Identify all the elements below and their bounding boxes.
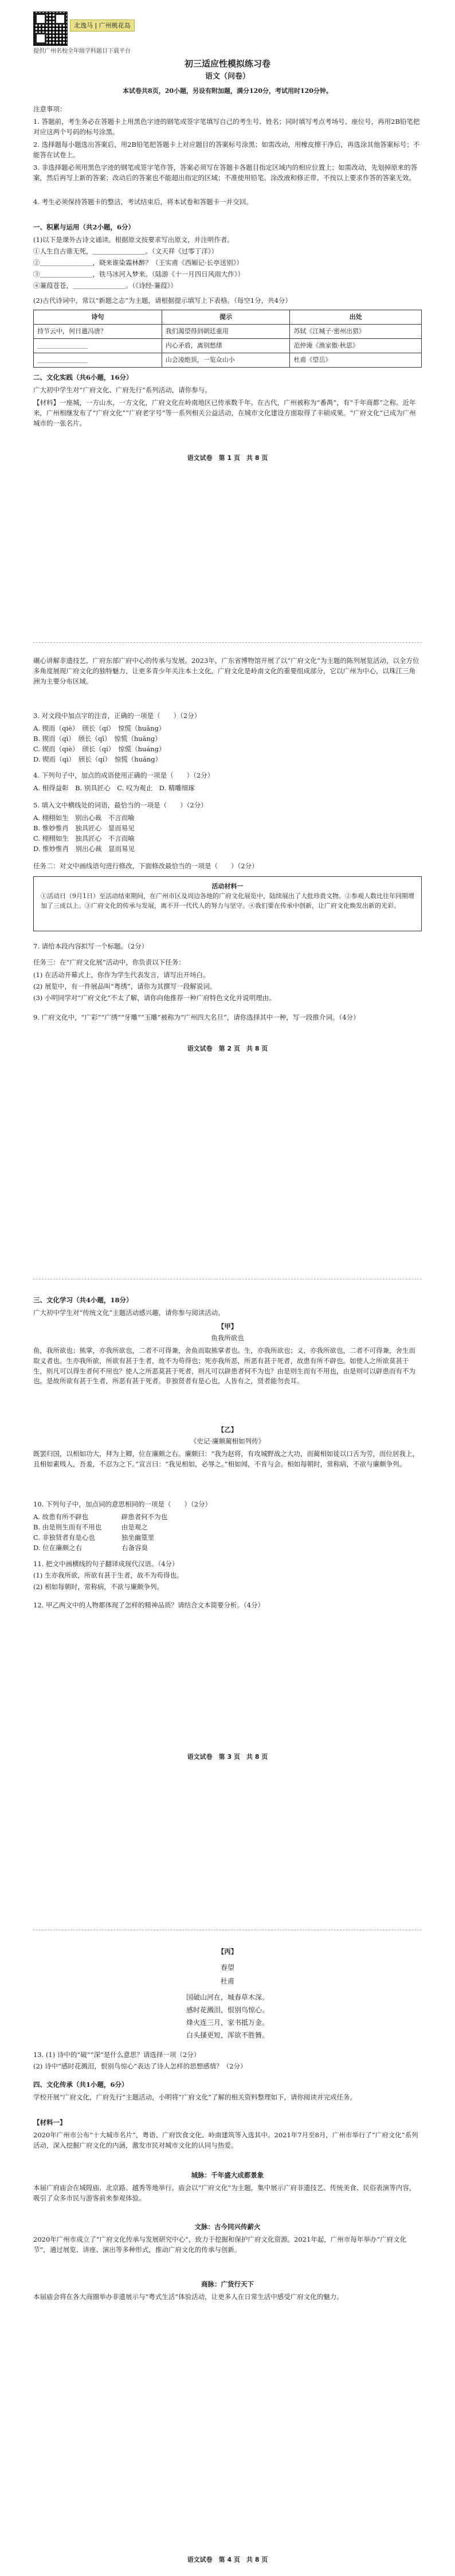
page-divider (33, 642, 422, 643)
notice-4: 4. 考生必须保持答题卡的整洁，考试结束后，将本试卷和答题卡一并交回。 (33, 198, 253, 206)
q1-line: ③＿＿＿＿＿＿＿＿，铁马冰河入梦来。（陆游《十一月四日风雨大作》） (33, 270, 244, 278)
section-3-title: 三、文化学习（共4小题，18分） (33, 1296, 133, 1304)
paragraph: 学校开展“广府文化，广府先行”主题活动，小明将“广府文化”了解的相关资料整理如下，请你阅读并完成任务。 (33, 2093, 357, 2101)
option: D. 惟妙惟肖 别出心裁 显而易见 (33, 845, 135, 853)
q8-line: (2) 展览中，有一件展品叫“粤绣”，请你为其撰写一段解说词。 (33, 982, 217, 990)
subsection-title: 文脉：古今同兴传薪火 (194, 2223, 261, 2231)
q12: 12. 甲乙两文中的人物都体现了怎样的精神品质？请结合文本简要分析。（4分） (33, 1601, 265, 1609)
qr-code (33, 11, 68, 46)
page-2 (0, 648, 455, 1279)
poem-line: 烽火连三月，家书抵万金。 (186, 2019, 269, 2027)
paragraph: 本届广府庙会在城隍庙、北京路、越秀等地举行。庙会以“广府文化”为主题，集中展示广府非遗技艺、传统美食、民俗表演等内容，吸引了众多市民与游客前来参观体验。 (33, 2184, 416, 2202)
q13b: (2) 诗中“感时花溅泪，恨别鸟惊心”表达了诗人怎样的思想感情？（2分） (33, 2062, 247, 2070)
q4: 4. 下列句子中，加点的成语使用正确的一项是（ ）（2分） (33, 771, 214, 779)
page-footer: 语文试卷 第 2 页 共 8 页 (187, 1045, 268, 1052)
q6: 任务二：对文中画线语句进行修改，下面修改最恰当的一项是（ ）（2分） (33, 862, 258, 870)
q1-line: ②＿＿＿＿＿＿＿＿，晓来谁染霜林醉？（王实甫《西厢记·长亭送别》） (33, 259, 243, 267)
page-footer: 语文试卷 第 4 页 共 8 页 (187, 2556, 268, 2563)
poem-line: 白头搔更短，浑欲不胜簪。 (186, 2031, 269, 2039)
table-row: 持节云中，何日遣冯唐？ 我们渴望得到朝廷重用 苏轼《江城子·密州出猎》 (34, 325, 422, 339)
text-jia-label: 【甲】 (217, 1322, 238, 1330)
q11-line: (1) 生亦我所欲，所欲有甚于生者，故不为苟得也。 (33, 1571, 183, 1579)
option: A. 相得益彰 B. 别具匠心 C. 叹为观止 D. 精雕细琢 (33, 784, 195, 792)
option: A. 锲而（qiè） 颀长（qí） 惊慌（huāng） (33, 724, 166, 732)
poem-title: 春望 (220, 1964, 234, 1972)
subsection-title: 城脉：千年盛大成都景象 (191, 2171, 264, 2179)
option: C. 非独贤者有是心也 独坐幽篁里 (33, 1533, 155, 1541)
section-1-title: 一、积累与运用（共2小题，6分） (33, 223, 135, 231)
poem-line: 国破山河在，城春草木深。 (186, 1993, 269, 2001)
paragraph: 2020年广州市公布“十大城市名片”，粤语、广府饮食文化、岭南建筑等入选其中。2021年7月至8月，广州市举行了“广府文化”系列活动，深入挖掘广府文化的内涵，激发市民对城市文化的认同与热爱。 (33, 2131, 418, 2149)
source-note: 提供广州名校全年级学科题目下载平台 (33, 48, 131, 54)
option: C. 栩栩如生 独具匠心 不言而喻 (33, 834, 135, 842)
q11-line: (2) 相如每朝时，常称病，不欲与廉颇争列。 (33, 1583, 163, 1591)
q10: 10. 下列句子中，加点词的意思相同的一项是（ ）（2分） (33, 1500, 212, 1508)
paragraph: 碾心讲解非遗技艺，广府东部广府中心的传承与发展。2023年，广东省博物馆开展了以“广府文化”为主题的陈列展览活动，以全方位多角度展现广府文化的独特魅力，让更多青少年关注本土文化。广府文化是岭南文化的重要组成部分，它以广州为中心，以珠江三角洲为主要分布区域。 (33, 657, 419, 685)
option: B. 惟妙惟肖 独具匠心 显而易见 (33, 824, 135, 832)
q1-line: ④蒹葭苍苍，＿＿＿＿＿＿＿＿。（《诗经·蒹葭》） (33, 282, 177, 290)
text-yi-title: 《史记·廉颇蔺相如列传》 (190, 1437, 265, 1445)
text-jia-body: 鱼，我所欲也；熊掌，亦我所欲也，二者不可得兼，舍鱼而取熊掌者也。生，亦我所欲也；义，亦我所欲也，二者不可得兼，舍生而取义者也。生亦我所欲，所欲有甚于生者，故不为苟得也；死亦我所恶，所恶有甚于死者，故患有所不辟也。如使人之所欲莫甚于生，则凡可以得生者何不用也？使人之所恶莫甚于死者，则凡可以辟患者何不为也？由是则生而有不用也，由是则可以辟患而有不为也。是故所欲有甚于生者，所恶有甚于死者。非独贤者有是心也，人皆有之，贤者能勿丧耳。 (33, 1346, 415, 1385)
q3: 3. 对文段中加点字的注音，正确的一项是（ ）（2分） (33, 712, 201, 720)
table-header: 诗句 (34, 310, 162, 325)
option: A. 栩栩如生 别出心裁 不言而喻 (33, 814, 135, 822)
paragraph: 2020年广州市成立了“广府文化传承与发展研究中心”，致力于挖掘和保护广府文化资源。2021年起，广州市每年举办“广府文化节”，通过展览、讲座、演出等多种形式，推动广府文化的传承与创新。 (33, 2235, 407, 2254)
q7: 7. 请给本段内容拟写一个标题。（2分） (33, 942, 148, 950)
paragraph: 【材料】一座城，一方山水，一方文化，广府文化在岭南地区已传承数千年。在古代，广州被称为“番禺”，有“千年商都”之称。近年来，广州相继发布了“广府文化”“广府老字号”等一系列相关公益活动，在城市文化建设方面取得了丰硕成果。“广府文化”已成为广州城市的一张名片。 (33, 399, 416, 427)
material-1-title: 【材料一】 (33, 2118, 66, 2126)
q8-line: (3) 小明同学对“广府文化”不太了解，请你向他推荐一种广府特色文化并说明理由。 (33, 994, 276, 1002)
q1-line: ①人生自古谁无死，＿＿＿＿＿＿＿＿。（文天祥《过零丁洋》） (33, 247, 218, 255)
table-header: 提示 (162, 310, 290, 325)
section-4-title: 四、文化传承（共1小题，6分） (33, 2081, 128, 2089)
table-row: ＿＿＿＿＿＿＿＿ 内心矛盾，离别愁绪 范仲淹《渔家傲·秋思》 (34, 339, 422, 353)
paragraph: 本届庙会将在各大商圈举办非遗展示与“粤式生活”体验活动，让更多人在日常生活中感受广府文化的魅力。 (33, 2293, 343, 2301)
poem-line: 感时花溅泪，恨别鸟惊心。 (186, 2006, 269, 2014)
page-3 (0, 1287, 455, 1930)
page-subtitle: 语文（问卷） (205, 72, 250, 81)
paragraph: 广大初中学生对“广府文化、广府先行”系列活动，请你参与。 (33, 386, 211, 394)
section-2-title: 二、文化实践（共6小题，16分） (33, 373, 133, 381)
text-yi-label: 【乙】 (217, 1426, 238, 1434)
option: B. 锲而（qì） 颀长（qī） 惊慌（huāng） (33, 735, 162, 743)
notice-3: 3. 非选择题必须用黑色字迹的钢笔或签字笔作答，答案必须写在答题卡各题目指定区域内的相应位置上；如需改动，先划掉原来的答案，然后再写上新的答案；改动后的答案也不能超出指定的区域；不准使用铅笔、涂改液和修正带。不按以上要求作答的答案无效。 (33, 163, 418, 182)
q5: 5. 填入文中横线处的词语，最恰当的一项是（ ）（2分） (33, 801, 207, 809)
source-badge: 北逸马 | 广州桃花岛 (70, 19, 135, 32)
q2-title: (2)古代诗词中，常以“新题之志”为主题，请根据提示填写上下表格。（每空1分，共4分） (33, 296, 292, 305)
option: B. 由是则生而有不用也 由是观之 (33, 1523, 148, 1531)
q8-title: 任务三：在“广府文化展”活动中，你负责以下任务： (33, 958, 185, 966)
notice-2: 2. 选择题每小题选出答案后，用2B铅笔把答题卡上对应题目的答案标号涂黑；如需改动，用橡皮擦干净后，再选涂其他答案标号；不能答在试卷上。 (33, 140, 420, 159)
exam-intro: 本试卷共8页，20小题，另设有附加题，满分120分，考试用时120分钟。 (123, 87, 332, 95)
table-row: ＿＿＿＿＿＿＿＿ 山会凌绝顶，一览众山小 杜甫《望岳》 (34, 353, 422, 368)
page-title: 初三适应性模拟练习卷 (184, 58, 270, 69)
option: A. 故患有所不辟也 辟患者何不为也 (33, 1513, 168, 1521)
subsection-title: 商脉：广货行天下 (201, 2280, 254, 2288)
page-footer: 语文试卷 第 1 页 共 8 页 (187, 454, 268, 462)
q8-line: (1) 在活动开幕式上，你作为学生代表发言，请写出开场白。 (33, 971, 210, 979)
q11: 11. 把文中画横线的句子翻译成现代汉语。（4分） (33, 1560, 179, 1568)
page-4 (0, 1935, 455, 2572)
poem-table (33, 310, 422, 368)
q13: 13. (1) 诗中的“破”“深”是什么意思？请选择一项（2分） (33, 2051, 201, 2059)
page-1 (0, 0, 455, 642)
notice-title: 注意事项： (33, 105, 66, 113)
text-yi-body: 既罢归国，以相如功大，拜为上卿，位在廉颇之右。廉颇曰：“我为赵将，有攻城野战之大功，而蔺相如徒以口舌为劳，而位居我上，且相如素贱人，吾羞，不忍为之下。”宣言曰：“我见相如，必辱之。”相如闻，不肯与会。相如每朝时，常称病，不欲与廉颇争列。 (33, 1450, 419, 1468)
poem-author: 杜甫 (220, 1977, 234, 1985)
paragraph: 广大初中学生对“传统文化”主题活动感兴趣，请你参与阅读活动。 (33, 1309, 225, 1317)
option: D. 锲而（qì） 颀长（qí） 惊慌（huáng） (33, 755, 162, 763)
q9: 9. 广府文化中，“广彩”“广绣”“牙雕”“玉雕”被称为“广州四大名旦”，请你选择其中一种，写一段推介词。（4分） (33, 1013, 360, 1021)
option: D. 位在廉颇之右 右备容臭 (33, 1544, 148, 1552)
table-header: 出处 (290, 310, 422, 325)
notice-1: 1. 答题前，考生务必在答题卡上用黑色字迹的钢笔或签字笔填写自己的考生号、姓名；同时填写考点考场号、座位号，再用2B铅笔把对应这两个号码的标号涂黑。 (33, 118, 420, 136)
material-box (33, 876, 422, 931)
option: C. 锲而（qiè） 颀长（qí） 惊慌（huáng） (33, 745, 166, 753)
text-jia-title: 鱼我所欲也 (211, 1334, 244, 1342)
box-text: ①活动日（9月1日）至活动结束期间，在广州市区及周边各地的广府文化展览中，陆续展出了大批珍贵文物。②参观人数比往年同期增加了三成以上。③广府文化的传承与发展，离不开一代代人的努力与坚守。④我们要在传承中创新，让广府文化焕发出新的光彩。 (41, 892, 414, 910)
box-title: 活动材料一 (211, 883, 244, 890)
q1-title: (1)以下是课外古诗文诵读。根据原文按要求写出原文，并注明作者。 (33, 236, 234, 244)
text-bing-label: 【丙】 (217, 1947, 238, 1956)
page-footer: 语文试卷 第 3 页 共 8 页 (187, 1753, 268, 1761)
